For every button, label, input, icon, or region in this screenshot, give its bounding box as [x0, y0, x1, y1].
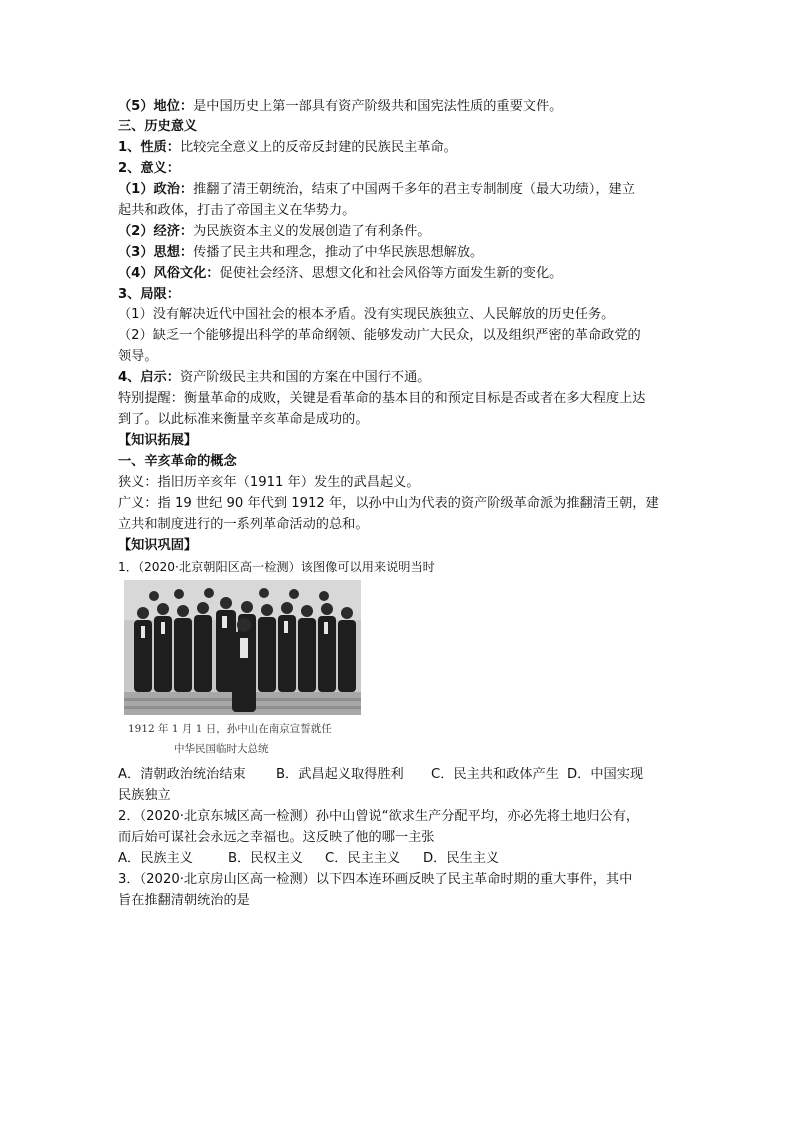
section-5-status: （5）地位：是中国历史上第一部具有资产阶级共和国宪法性质的重要文件。 [118, 99, 563, 114]
political-line-cont: 起共和政体，打击了帝国主义在华势力。 [118, 203, 356, 218]
limitation-1: （1）没有解决近代中国社会的根本矛盾。没有实现民族独立、人民解放的历史任务。 [118, 307, 615, 322]
nature-line: 1、性质：比较完全意义上的反帝反封建的民族民主革命。 [118, 140, 457, 155]
broad-definition: 广义：指 19 世纪 90 年代到 1912 年，以孙中山为代表的资产阶级革命派为推翻清王朝，建 [118, 496, 659, 511]
significance-label: 2、意义： [118, 161, 180, 176]
question-1: 1．（2020·北京朝阳区高一检测）该图像可以用来说明当时 [118, 560, 435, 574]
q1-option-b[interactable]: B．武昌起义取得胜利 [276, 767, 404, 782]
broad-definition-cont: 立共和制度进行的一系列革命活动的总和。 [118, 517, 369, 532]
ideology-line: （3）思想：传播了民主共和理念，推动了中华民族思想解放。 [118, 245, 484, 260]
group-photo-illustration [124, 580, 361, 715]
q1-option-d[interactable]: D．中国实现 [567, 767, 644, 782]
culture-line: （4）风俗文化：促使社会经济、思想文化和社会风俗等方面发生新的变化。 [118, 266, 563, 281]
lesson-line: 4、启示：资产阶级民主共和国的方案在中国行不通。 [118, 370, 431, 385]
q2-option-a[interactable]: A．民族主义 [118, 851, 193, 866]
economic-line: （2）经济：为民族资本主义的发展创造了有利条件。 [118, 224, 431, 239]
practice-heading: 【知识巩固】 [118, 538, 198, 553]
limitation-2-cont: 领导。 [118, 349, 158, 364]
q2-option-c[interactable]: C．民主主义 [325, 851, 401, 866]
q1-option-a[interactable]: A．清朝政治统治结束 [118, 767, 246, 782]
narrow-definition: 狭义：指旧历辛亥年（1911 年）发生的武昌起义。 [118, 475, 420, 490]
q1-options [118, 765, 643, 785]
q2-options [118, 849, 499, 869]
expand-heading: 【知识拓展】 [118, 433, 198, 448]
question-3: 3．（2020·北京房山区高一检测）以下四本连环画反映了民主革命时期的重大事件，其中 [118, 872, 633, 887]
q2-option-d[interactable]: D．民生主义 [423, 851, 500, 866]
question-2: 2．（2020·北京东城区高一检测）孙中山曾说“欲求生产分配平均，亦必先将土地归公有， [118, 809, 640, 824]
q2-option-b[interactable]: B．民权主义 [228, 851, 303, 866]
limitation-label: 3、局限： [118, 287, 180, 302]
question-3-cont: 旨在推翻清朝统治的是 [118, 893, 250, 908]
q1-option-c[interactable]: C．民主共和政体产生 [431, 767, 559, 782]
photo-caption-cont: 中华民国临时大总统 [174, 743, 269, 755]
section-3-title: 三、历史意义 [118, 119, 198, 134]
political-line: （1）政治：推翻了清王朝统治，结束了中国两千多年的君主专制制度（最大功绩），建立 [118, 182, 635, 197]
historical-photo [124, 580, 361, 715]
question-2-cont: 而后始可谋社会永远之幸福也。这反映了他的哪一主张 [118, 830, 435, 845]
photo-caption: 1912 年 1 月 1 日，孙中山在南京宣誓就任 [128, 723, 332, 735]
tip-line: 特别提醒：衡量革命的成败，关键是看革命的基本目的和预定目标是否或者在多大程度上达 [118, 391, 646, 406]
limitation-2: （2）缺乏一个能够提出科学的革命纲领、能够发动广大民众，以及组织严密的革命政党的 [118, 328, 641, 343]
expand-title: 一、辛亥革命的概念 [118, 454, 237, 469]
tip-line-cont: 到了。以此标准来衡量辛亥革命是成功的。 [118, 412, 369, 427]
q1-option-d-cont: 民族独立 [118, 788, 171, 803]
